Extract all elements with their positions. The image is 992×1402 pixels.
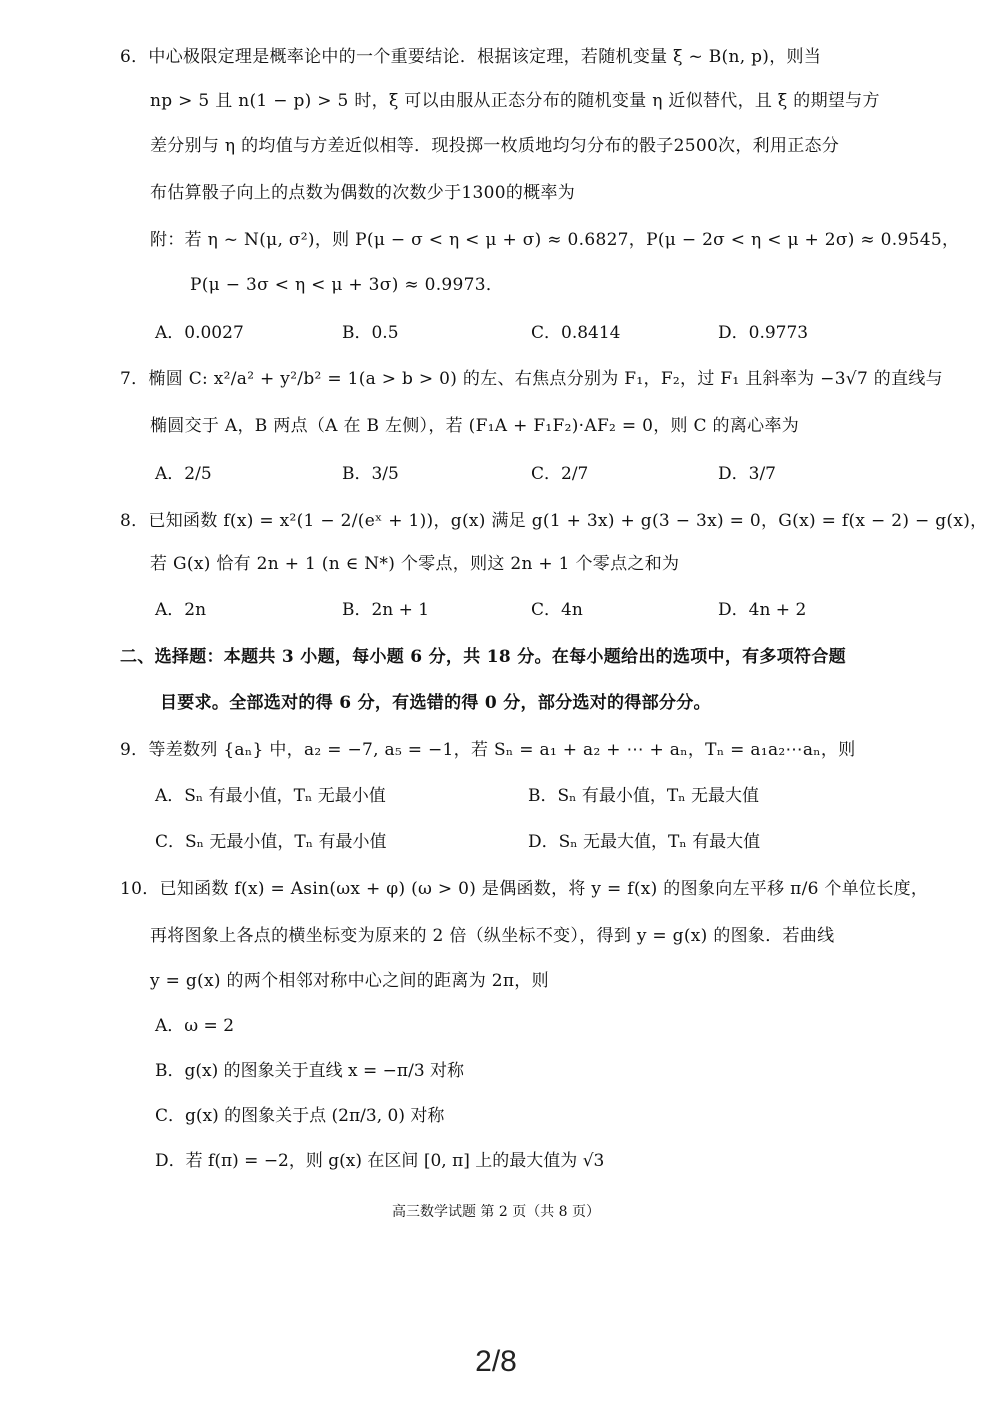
section-2-line-2: 目要求。全部选对的得 6 分，有选错的得 0 分，部分选对的得部分分。 — [160, 693, 711, 713]
q10-line-1: 10．已知函数 f(x) = Asin(ωx + φ) (ω > 0) 是偶函数，将 y = f(x) 的图象向左平移 π/6 个单位长度， — [120, 879, 929, 899]
q8-line-1: 8．已知函数 f(x) = x²(1 − 2/(eˣ + 1))，g(x) 满足 g(1 + 3x) + g(3 − 3x) = 0，G(x) = f(x − 2) − g(x)， — [120, 511, 988, 531]
q6-line-4: 布估算骰子向上的点数为偶数的次数少于1300的概率为 — [150, 183, 576, 203]
q8-option-a: A．2n — [155, 600, 207, 620]
q6-option-c: C．0.8414 — [531, 323, 621, 343]
q10-option-d: D．若 f(π) = −2，则 g(x) 在区间 [0, π] 上的最大值为 √3 — [155, 1151, 605, 1171]
q10-option-a: A．ω = 2 — [155, 1016, 235, 1036]
q9-option-c: C．Sₙ 无最小值，Tₙ 有最小值 — [155, 832, 387, 852]
q8-option-b: B．2n + 1 — [342, 600, 430, 620]
q6-option-d: D．0.9773 — [718, 323, 809, 343]
q9-option-a: A．Sₙ 有最小值，Tₙ 无最小值 — [155, 786, 386, 806]
q9-option-b: B．Sₙ 有最小值，Tₙ 无最大值 — [528, 786, 759, 806]
q6-option-b: B．0.5 — [342, 323, 399, 343]
q8-line-2: 若 G(x) 恰有 2n + 1 (n ∈ N*) 个零点，则这 2n + 1 个零点之和为 — [150, 554, 680, 574]
q10-line-3: y = g(x) 的两个相邻对称中心之间的距离为 2π，则 — [150, 971, 549, 991]
q7-option-b: B．3/5 — [342, 464, 399, 484]
q6-appendix-line-2: P(μ − 3σ < η < μ + 3σ) ≈ 0.9973． — [190, 275, 504, 295]
page-indicator: 2/8 — [475, 1345, 517, 1378]
q7-option-d: D．3/7 — [718, 464, 776, 484]
q10-option-b: B．g(x) 的图象关于直线 x = −π/3 对称 — [155, 1061, 465, 1081]
q10-line-2: 再将图象上各点的横坐标变为原来的 2 倍（纵坐标不变），得到 y = g(x) 的图象．若曲线 — [150, 926, 835, 946]
q7-option-c: C．2/7 — [531, 464, 589, 484]
q9-option-d: D．Sₙ 无最大值，Tₙ 有最大值 — [528, 832, 761, 852]
q6-line-3: 差分别与 η 的均值与方差近似相等．现投掷一枚质地均匀分布的骰子2500次，利用正态分 — [150, 136, 840, 156]
q8-option-d: D．4n + 2 — [718, 600, 807, 620]
q7-option-a: A．2/5 — [155, 464, 212, 484]
q7-line-2: 椭圆交于 A，B 两点（A 在 B 左侧），若 (F₁A + F₁F₂)·AF₂ = 0，则 C 的离心率为 — [150, 416, 800, 436]
q10-option-c: C．g(x) 的图象关于点 (2π/3, 0) 对称 — [155, 1106, 445, 1126]
q9-line-1: 9．等差数列 {aₙ} 中，a₂ = −7, a₅ = −1，若 Sₙ = a₁ + a₂ + ⋯ + aₙ，Tₙ = a₁a₂⋯aₙ，则 — [120, 740, 856, 760]
section-2-line-1: 二、选择题：本题共 3 小题，每小题 6 分，共 18 分。在每小题给出的选项中，有多项符合题 — [120, 647, 846, 667]
q6-line-1: 6．中心极限定理是概率论中的一个重要结论．根据该定理，若随机变量 ξ ~ B(n, p)，则当 — [120, 47, 822, 67]
q7-line-1: 7．椭圆 C: x²/a² + y²/b² = 1(a > b > 0) 的左、右焦点分别为 F₁，F₂，过 F₁ 且斜率为 −3√7 的直线与 — [120, 369, 943, 389]
page-footer: 高三数学试题 第 2 页（共 8 页） — [391, 1204, 601, 1220]
q6-appendix-line-1: 附：若 η ~ N(μ, σ²)，则 P(μ − σ < η < μ + σ) ≈ 0.6827，P(μ − 2σ < η < μ + 2σ) ≈ 0.9545， — [150, 230, 960, 250]
q6-option-a: A．0.0027 — [155, 323, 244, 343]
q8-option-c: C．4n — [531, 600, 583, 620]
q6-line-2: np > 5 且 n(1 − p) > 5 时，ξ 可以由服从正态分布的随机变量 η 近似替代，且 ξ 的期望与方 — [150, 91, 880, 111]
